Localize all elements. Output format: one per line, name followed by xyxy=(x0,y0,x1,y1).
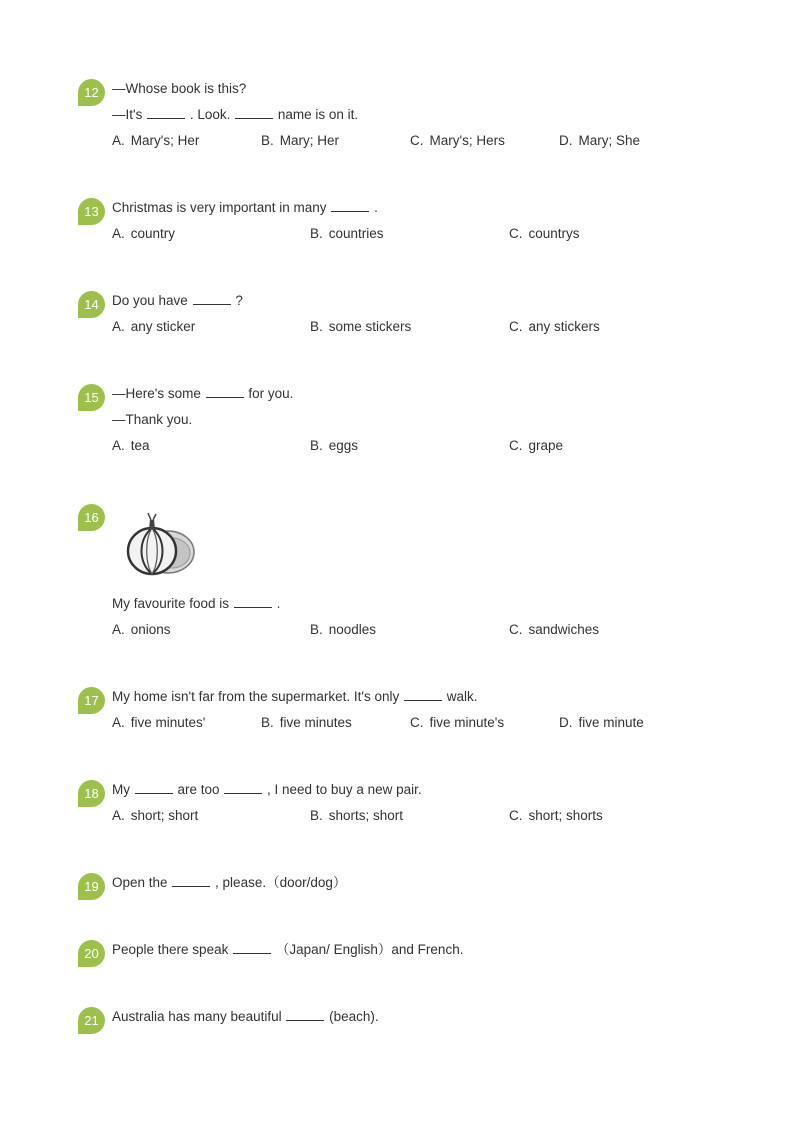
option-a[interactable] xyxy=(112,225,175,243)
option-c[interactable] xyxy=(509,437,563,455)
question-text: —Here's some xyxy=(112,386,205,401)
question-number-badge: 12 xyxy=(78,79,105,106)
question-text-line xyxy=(112,411,192,429)
option-text: some stickers xyxy=(328,319,412,334)
answer-blank[interactable] xyxy=(234,595,272,608)
option-text: countries xyxy=(328,226,384,241)
option-letter: C. xyxy=(509,808,523,823)
question-text: , I need to buy a new pair. xyxy=(263,782,422,797)
question-text: ? xyxy=(231,293,243,308)
option-letter: D. xyxy=(559,715,573,730)
question-text: —Whose book is this? xyxy=(112,81,247,96)
option-letter: C. xyxy=(410,715,424,730)
option-text: five minute's xyxy=(429,715,505,730)
option-b[interactable] xyxy=(310,437,358,455)
question-number-badge: 19 xyxy=(78,873,105,900)
answer-blank[interactable] xyxy=(193,292,231,305)
answer-blank[interactable] xyxy=(235,106,273,119)
option-text: five minutes xyxy=(279,715,352,730)
option-b[interactable] xyxy=(310,621,376,639)
question-text: Christmas is very important in many xyxy=(112,200,331,215)
option-c[interactable] xyxy=(410,132,505,150)
option-letter: C. xyxy=(509,438,523,453)
question-text-line xyxy=(112,385,293,403)
answer-blank[interactable] xyxy=(331,199,369,212)
option-c[interactable] xyxy=(509,807,603,825)
option-letter: A. xyxy=(112,715,125,730)
option-a[interactable] xyxy=(112,807,198,825)
answer-options xyxy=(112,714,752,732)
option-text: any sticker xyxy=(130,319,196,334)
option-b[interactable] xyxy=(261,132,339,150)
answer-options xyxy=(112,437,752,455)
answer-blank[interactable] xyxy=(172,874,210,887)
answer-options xyxy=(112,318,752,336)
option-text: shorts; short xyxy=(328,808,404,823)
question-text: （Japan/ English）and French. xyxy=(272,942,464,957)
option-text: eggs xyxy=(328,438,359,453)
option-a[interactable] xyxy=(112,621,171,639)
option-letter: C. xyxy=(509,622,523,637)
question-number-badge: 15 xyxy=(78,384,105,411)
option-letter: C. xyxy=(410,133,424,148)
question-text: —Thank you. xyxy=(112,412,193,427)
option-text: countrys xyxy=(528,226,580,241)
answer-blank[interactable] xyxy=(135,781,173,794)
option-text: Mary; Her xyxy=(279,133,340,148)
question-text-line xyxy=(112,1008,379,1026)
option-text: tea xyxy=(130,438,150,453)
option-text: Mary; She xyxy=(578,133,641,148)
question-text: . xyxy=(370,200,378,215)
question-text-line xyxy=(112,199,378,217)
question-text: . Look. xyxy=(186,107,235,122)
option-letter: A. xyxy=(112,319,125,334)
question-text-line xyxy=(112,781,422,799)
answer-options xyxy=(112,807,752,825)
question-number-badge: 20 xyxy=(78,940,105,967)
question-number-badge: 16 xyxy=(78,504,105,531)
option-letter: B. xyxy=(261,133,274,148)
answer-blank[interactable] xyxy=(286,1008,324,1021)
option-d[interactable] xyxy=(559,714,644,732)
answer-blank[interactable] xyxy=(233,941,271,954)
question-number-badge: 17 xyxy=(78,687,105,714)
question-text: are too xyxy=(173,782,224,797)
option-letter: C. xyxy=(509,319,523,334)
question-text-line xyxy=(112,874,346,892)
question-text-line xyxy=(112,80,246,98)
question-text-line xyxy=(112,688,478,706)
option-text: Mary's; Hers xyxy=(429,133,505,148)
option-text: short; short xyxy=(130,808,199,823)
option-letter: B. xyxy=(310,319,323,334)
question-text: My favourite food is xyxy=(112,596,233,611)
option-letter: C. xyxy=(509,226,523,241)
option-letter: A. xyxy=(112,226,125,241)
question-text-line xyxy=(112,106,358,124)
question-number-badge: 14 xyxy=(78,291,105,318)
question-text: (beach). xyxy=(325,1009,379,1024)
question-text: Australia has many beautiful xyxy=(112,1009,286,1024)
option-text: any stickers xyxy=(528,319,600,334)
option-text: Mary's; Her xyxy=(130,133,200,148)
question-text: walk. xyxy=(443,689,478,704)
option-b[interactable] xyxy=(310,225,384,243)
question-number-badge: 13 xyxy=(78,198,105,225)
answer-blank[interactable] xyxy=(404,688,442,701)
question-text: My home isn't far from the supermarket. It's only xyxy=(112,689,404,704)
option-letter: D. xyxy=(559,133,573,148)
option-text: sandwiches xyxy=(528,622,600,637)
option-c[interactable] xyxy=(509,225,580,243)
answer-blank[interactable] xyxy=(206,385,244,398)
question-text-line xyxy=(112,941,463,959)
question-text-line xyxy=(112,292,243,310)
answer-blank[interactable] xyxy=(147,106,185,119)
option-letter: A. xyxy=(112,808,125,823)
option-text: country xyxy=(130,226,176,241)
option-c[interactable] xyxy=(509,318,600,336)
answer-blank[interactable] xyxy=(224,781,262,794)
option-d[interactable] xyxy=(559,132,640,150)
question-text-line xyxy=(112,595,280,613)
option-a[interactable] xyxy=(112,132,199,150)
question-text: —It's xyxy=(112,107,147,122)
option-letter: B. xyxy=(310,438,323,453)
option-b[interactable] xyxy=(261,714,352,732)
option-letter: B. xyxy=(310,808,323,823)
option-letter: A. xyxy=(112,622,125,637)
question-text: , please.（door/dog） xyxy=(211,875,347,890)
option-text: noodles xyxy=(328,622,377,637)
option-letter: A. xyxy=(112,438,125,453)
option-text: grape xyxy=(528,438,564,453)
question-number-badge: 21 xyxy=(78,1007,105,1034)
question-text: Do you have xyxy=(112,293,192,308)
answer-options xyxy=(112,132,752,150)
question-text: for you. xyxy=(244,386,294,401)
answer-options xyxy=(112,225,752,243)
option-a[interactable] xyxy=(112,318,195,336)
option-b[interactable] xyxy=(310,807,403,825)
option-text: five minutes' xyxy=(130,715,206,730)
option-a[interactable] xyxy=(112,437,150,455)
answer-options xyxy=(112,621,752,639)
option-letter: B. xyxy=(310,622,323,637)
option-letter: B. xyxy=(310,226,323,241)
option-letter: A. xyxy=(112,133,125,148)
option-c[interactable] xyxy=(410,714,504,732)
option-letter: B. xyxy=(261,715,274,730)
question-number-badge: 18 xyxy=(78,780,105,807)
option-a[interactable] xyxy=(112,714,205,732)
question-text: . xyxy=(272,596,281,611)
onion-picture xyxy=(112,509,198,579)
option-text: five minute xyxy=(578,715,644,730)
question-text: name is on it. xyxy=(274,107,359,122)
option-text: short; shorts xyxy=(528,808,603,823)
option-b[interactable] xyxy=(310,318,411,336)
option-c[interactable] xyxy=(509,621,599,639)
question-text: People there speak xyxy=(112,942,233,957)
question-text: Open the xyxy=(112,875,172,890)
option-text: onions xyxy=(130,622,171,637)
question-text: My xyxy=(112,782,134,797)
